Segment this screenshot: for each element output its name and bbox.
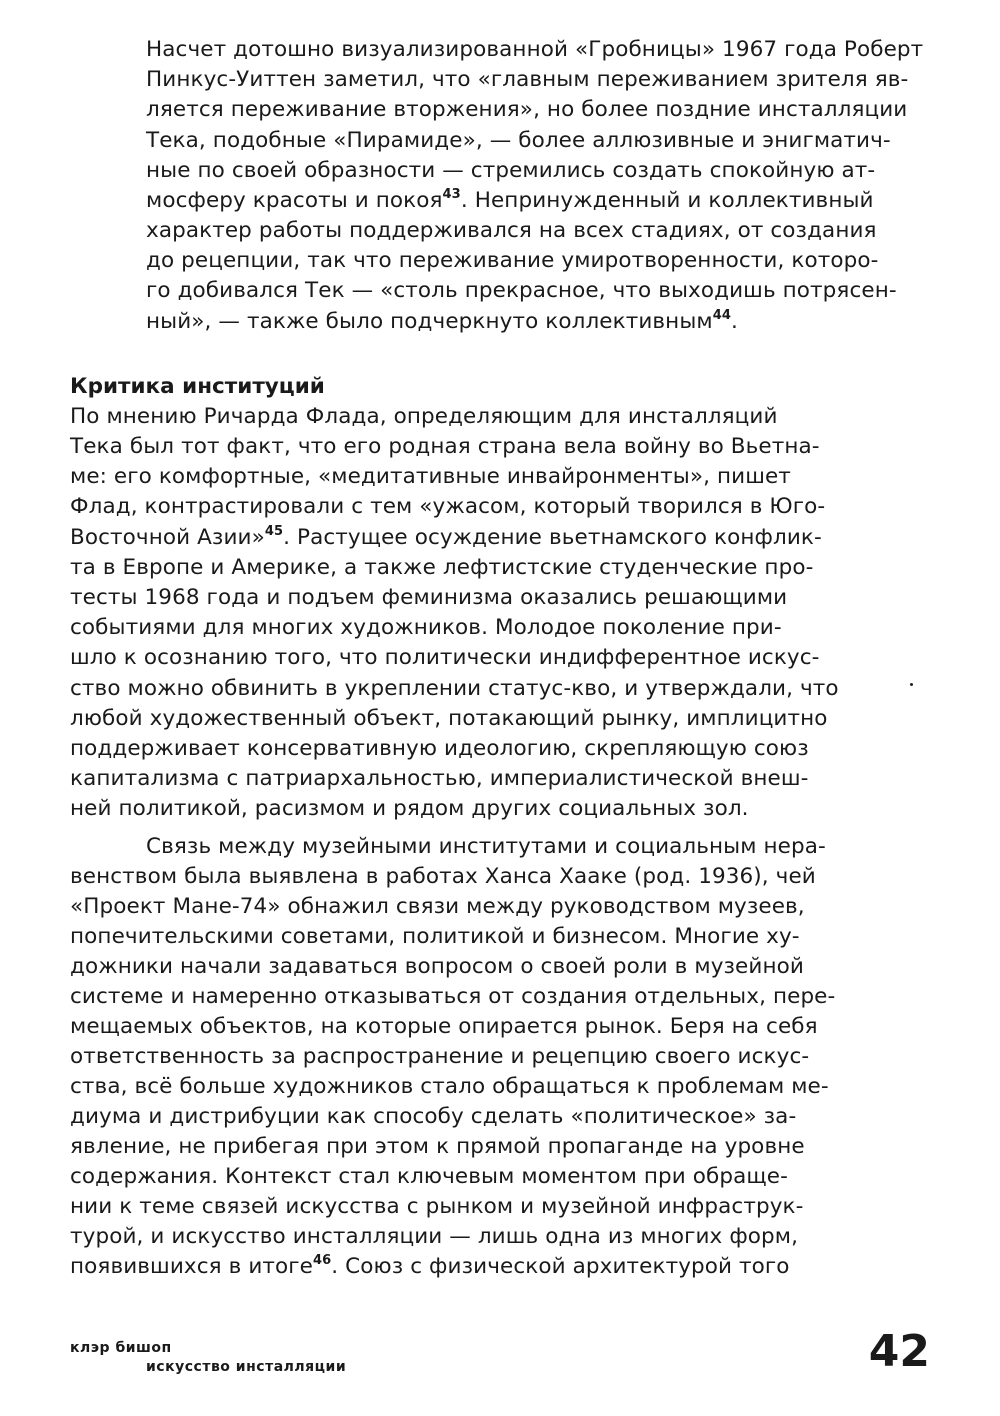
paragraph-3-line-10: диума и дистрибуции как способу сделать «политическое» за-	[70, 1104, 797, 1129]
paragraph-2-line-14: ней политикой, расизмом и рядом других социальных зол.	[70, 796, 749, 821]
paragraph-1-line-9: го добивался Тек — «столь прекрасное, что выходишь потрясен-	[146, 278, 897, 303]
paragraph-2-line-1: По мнению Ричарда Флада, определяющим для инсталляций	[70, 404, 778, 429]
footer-author: клэр бишоп	[70, 1340, 172, 1356]
print-speck	[910, 683, 913, 686]
paragraph-2-line-3: ме: его комфортные, «медитативные инвайронменты», пишет	[70, 464, 791, 489]
paragraph-1-line-10: ный», — также было подчеркнуто коллективным$^{44}$.	[146, 308, 738, 334]
paragraph-2-line-2: Тека был тот факт, что его родная страна вела войну во Вьетна-	[70, 434, 820, 459]
paragraph-2-line-11: любой художественный объект, потакающий рынку, имплицитно	[70, 706, 828, 731]
footnote-44: 44	[712, 308, 732, 323]
paragraph-3-line-4: попечительскими советами, политикой и бизнесом. Многие ху-	[70, 924, 800, 949]
paragraph-1-line-6: мосферу красоты и покоя$^{43}$. Непринужденный и коллективный	[146, 187, 874, 213]
paragraph-1-line-1: Насчет дотошно визуализированной «Гробницы» 1967 года Роберт	[146, 37, 924, 62]
paragraph-2-line-8: событиями для многих художников. Молодое поколение при-	[70, 615, 782, 640]
footnote-45: 45	[264, 524, 284, 539]
paragraph-1-line-7: характер работы поддерживался на всех стадиях, от создания	[146, 218, 877, 243]
paragraph-2-line-7: тесты 1968 года и подъем феминизма оказались решающими	[70, 585, 788, 610]
paragraph-3-line-6: системе и намеренно отказываться от создания отдельных, пере-	[70, 984, 836, 1009]
paragraph-3-line-2: венством была выявлена в работах Ханса Хааке (род. 1936), чей	[70, 864, 816, 889]
paragraph-1-line-2: Пинкус-Уиттен заметил, что «главным переживанием зрителя яв-	[146, 67, 909, 92]
paragraph-3-line-8: ответственность за распространение и рецепцию своего искус-	[70, 1044, 810, 1069]
paragraph-3-line-5: дожники начали задаваться вопросом о своей роли в музейной	[70, 954, 804, 979]
paragraph-2-line-4: Флад, контрастировали с тем «ужасом, который творился в Юго-	[70, 494, 826, 519]
paragraph-1-line-3: ляется переживание вторжения», но более поздние инсталляции	[146, 97, 908, 122]
paragraph-3-line-3: «Проект Мане-74» обнажил связи между руководством музеев,	[70, 894, 805, 919]
paragraph-2-line-9: шло к осознанию того, что политически индифферентное искус-	[70, 645, 820, 670]
paragraph-3-line-11: явление, не прибегая при этом к прямой пропаганде на уровне	[70, 1134, 805, 1159]
footer-book-title: искусство инсталляции	[146, 1359, 347, 1375]
paragraph-3-line-9: ства, всё больше художников стало обращаться к проблемам ме-	[70, 1074, 829, 1099]
section-heading: Критика институций	[70, 374, 325, 399]
footnote-46: 46	[313, 1253, 332, 1268]
paragraph-1-line-5: ные по своей образности — стремились создать спокойную ат-	[146, 158, 876, 183]
page-number: 42	[868, 1326, 930, 1377]
paragraph-3-line-14: турой, и искусство инсталляции — лишь одна из многих форм,	[70, 1224, 799, 1249]
paragraph-3-line-12: содержания. Контекст стал ключевым моментом при обраще-	[70, 1164, 788, 1189]
paragraph-1-line-4: Тека, подобные «Пирамиде», — более аллюзивные и энигматич-	[146, 128, 891, 153]
paragraph-2-line-5: Восточной Азии»$^{45}$. Растущее осуждение вьетнамского конфлик-	[70, 524, 822, 550]
paragraph-2-line-6: та в Европе и Америке, а также лефтистские студенческие про-	[70, 555, 814, 580]
footnote-43: 43	[442, 187, 461, 202]
paragraph-3-line-13: нии к теме связей искусства с рынком и музейной инфраструк-	[70, 1194, 804, 1219]
paragraph-3-line-7: мещаемых объектов, на которые опирается рынок. Беря на себя	[70, 1014, 818, 1039]
paragraph-2-line-13: капитализма с патриархальностью, империалистической внеш-	[70, 766, 809, 791]
paragraph-2-line-12: поддерживает консервативную идеологию, скрепляющую союз	[70, 736, 809, 761]
paragraph-1-line-8: до рецепции, так что переживание умиротворенности, которо-	[146, 248, 879, 273]
paragraph-2-line-10: ство можно обвинить в укреплении статус-кво, и утверждали, что	[70, 676, 839, 701]
paragraph-3-line-1: Связь между музейными институтами и социальным нера-	[146, 834, 826, 859]
paragraph-3-line-15: появившихся в итоге$^{46}$. Союз с физической архитектурой того	[70, 1253, 790, 1279]
